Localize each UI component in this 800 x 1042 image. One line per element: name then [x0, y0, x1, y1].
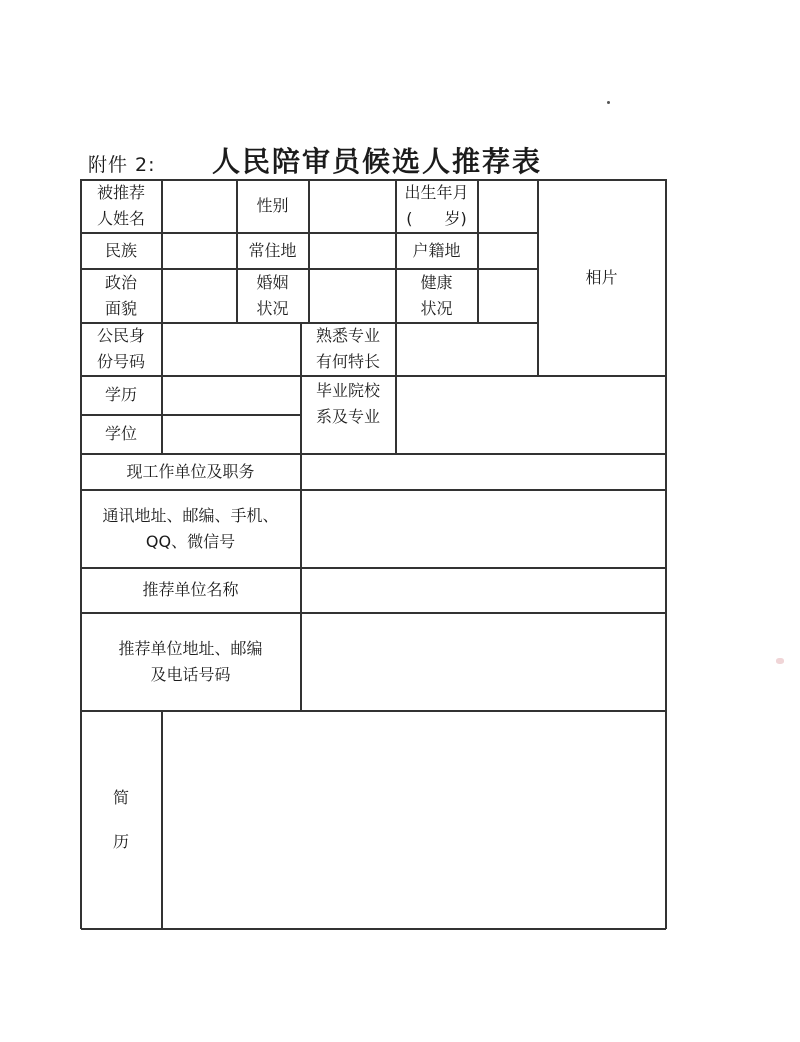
ethnicity-label-text: 民族	[104, 240, 137, 260]
photo-box[interactable]	[538, 180, 665, 375]
birth-label-line-1: 出生年月	[404, 183, 469, 202]
specialty-field[interactable]	[396, 323, 537, 375]
contact-label-line-1: 通讯地址、邮编、手机、	[102, 505, 279, 525]
gender-label	[237, 180, 308, 232]
contact-label	[81, 490, 300, 567]
workplace-label	[81, 454, 300, 489]
household-label-text: 户籍地	[412, 240, 461, 260]
specialty-label-line-2: 有何特长	[315, 352, 380, 371]
school-label-line-1: 毕业院校	[315, 381, 380, 400]
birth-label-line-2: ( 岁)	[406, 209, 467, 228]
marital-field[interactable]	[309, 269, 395, 322]
table-border-bottom	[81, 928, 666, 930]
household-label	[396, 233, 477, 268]
household-field[interactable]	[478, 233, 537, 268]
marital-label-line-2: 状况	[256, 298, 289, 318]
political-label-line-1: 政治	[104, 272, 137, 292]
school-field[interactable]	[396, 376, 665, 453]
specialty-label	[301, 323, 395, 375]
photo-label: 相片	[585, 267, 618, 287]
gender-field[interactable]	[309, 180, 395, 232]
id-label	[81, 323, 161, 375]
attachment-label: 附件 2:	[88, 154, 156, 176]
health-field[interactable]	[478, 269, 537, 322]
recommender-address-field[interactable]	[301, 613, 665, 710]
degree-label-text: 学位	[104, 424, 137, 443]
id-label-line-2: 份号码	[96, 352, 145, 371]
marital-label-line-1: 婚姻	[256, 272, 289, 292]
recommender-address-label	[81, 613, 300, 710]
contact-field[interactable]	[301, 490, 665, 567]
specialty-label-line-1: 熟悉专业	[315, 326, 380, 345]
health-label-line-2: 状况	[420, 298, 453, 318]
recommender-label-text: 推荐单位名称	[142, 580, 239, 599]
workplace-label-text: 现工作单位及职务	[126, 461, 255, 481]
id-label-line-1: 公民身	[96, 326, 145, 345]
recommender-field[interactable]	[301, 568, 665, 612]
education-field[interactable]	[162, 376, 300, 414]
residence-label	[237, 233, 308, 268]
political-label	[81, 269, 161, 322]
ethnicity-field[interactable]	[162, 233, 236, 268]
birth-label	[396, 180, 477, 232]
health-label-line-1: 健康	[420, 272, 453, 292]
name-label-line-2: 人姓名	[96, 209, 145, 228]
workplace-field[interactable]	[301, 454, 665, 489]
political-field[interactable]	[162, 269, 236, 322]
resume-field[interactable]	[162, 711, 665, 928]
education-label-text: 学历	[104, 385, 137, 404]
name-label	[81, 180, 161, 232]
contact-label-line-2: QQ、微信号	[145, 531, 236, 551]
recommender-label	[81, 568, 300, 612]
education-label	[81, 376, 161, 414]
birth-field[interactable]	[478, 180, 537, 232]
name-label-line-1: 被推荐	[96, 183, 145, 202]
residence-field[interactable]	[309, 233, 395, 268]
degree-field[interactable]	[162, 415, 300, 453]
table-border-right	[665, 179, 667, 929]
school-label	[301, 376, 395, 453]
resume-label	[81, 711, 161, 928]
degree-label	[81, 415, 161, 453]
political-label-line-2: 面貌	[104, 298, 137, 318]
name-field[interactable]	[162, 180, 236, 232]
page-title: 人民陪审员候选人推荐表	[212, 145, 543, 178]
marital-label	[237, 269, 308, 322]
health-label	[396, 269, 477, 322]
recommender-address-label-line-2: 及电话号码	[150, 664, 231, 684]
school-label-line-2: 系及专业	[315, 407, 380, 426]
ethnicity-label	[81, 233, 161, 268]
resume-label-char-1: 简	[112, 787, 129, 807]
residence-label-text: 常住地	[248, 240, 297, 260]
resume-label-char-2: 历	[112, 831, 129, 851]
recommender-address-label-line-1: 推荐单位地址、邮编	[118, 638, 263, 658]
id-field[interactable]	[162, 323, 300, 375]
gender-label-text: 性别	[256, 196, 289, 215]
